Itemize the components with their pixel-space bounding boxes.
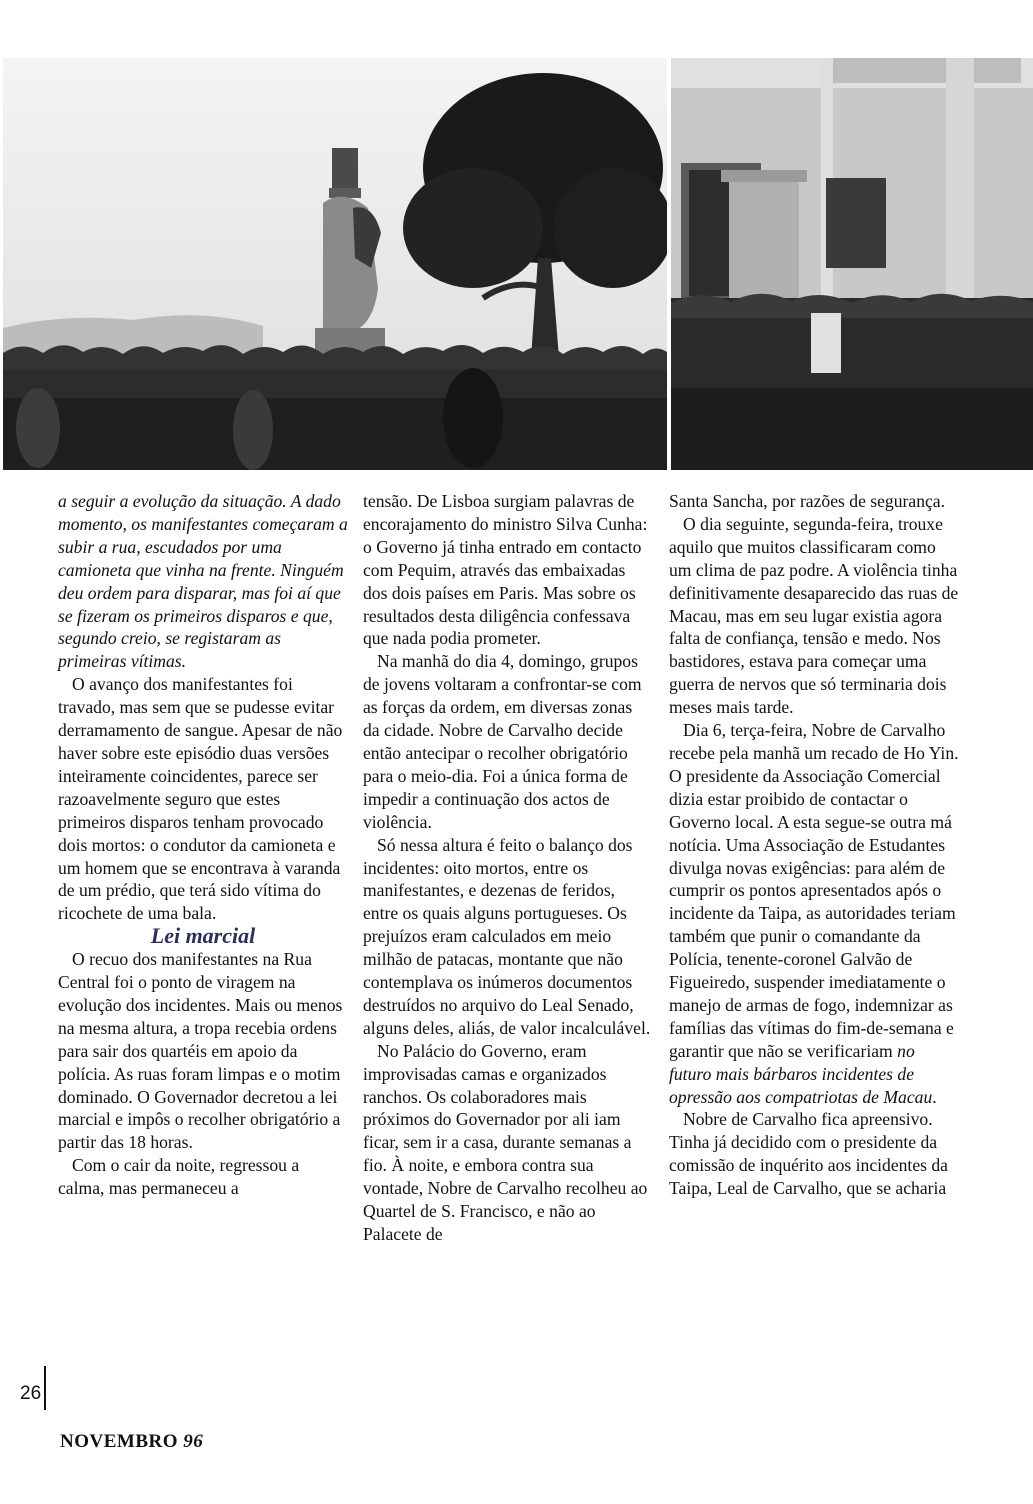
- body-paragraph: tensão. De Lisboa surgiam palavras de encorajamento do ministro Silva Cunha: o Governo já tinha entrado em contacto com Pequim, através das embaixadas dos dois países em Paris. Mas sobre os resultados desta diligência confessava que nada podia prometer.: [363, 491, 648, 649]
- article-column-2: [363, 490, 653, 1246]
- article-column-3: [669, 490, 959, 1200]
- body-paragraph: No Palácio do Governo, eram improvisadas camas e organizados ranchos. Os colaboradores mais próximos do Governador por ali iam ficar, sem ir a casa, durante semanas a fio. À noite, e embora contra sua vontade, Nobre de Carvalho recolheu ao Quartel de S. Francisco, e não ao Palacete de: [363, 1040, 648, 1244]
- body-paragraph: O avanço dos manifestantes foi travado, mas sem que se pudesse evitar derramamento de sangue. Apesar de não haver sobre este episódio duas versões inteiramente coincidentes, parece ser razoavelmente seguro que estes primeiros disparos tenham provocado dois mortos: o condutor da camioneta e um homem que se encontrava à varanda de um prédio, que terá sido vítima do ricochete de uma bala.: [58, 674, 343, 924]
- body-paragraph: Nobre de Carvalho fica apreensivo. Tinha já decidido com o presidente da comissão de inquérito aos incidentes da Taipa, Leal de Carvalho, que se acharia: [669, 1109, 948, 1199]
- body-paragraph: O dia seguinte, segunda-feira, trouxe aquilo que muitos classificaram como um clima de paz podre. A violência tinha definitivamente desaparecido das ruas de Macau, mas em seu lugar existia agora falta de confiança, tensão e medo. Nos bastidores, estava para começar uma guerra de nervos que só terminaria dois meses mais tarde.: [669, 513, 959, 718]
- body-paragraph: Só nessa altura é feito o balanço dos incidentes: oito mortos, entre os manifestantes, e dezenas de feridos, entre os quais alguns portugueses. Os prejuízos eram calculados em meio milhão de patacas, montante que não contemplava os inúmeros documentos destruídos no arquivo do Leal Senado, alguns deles, aliás, de valor incalculável.: [363, 834, 651, 1038]
- statue-crowd-photo: [3, 58, 667, 470]
- section-heading: Lei marcial: [150, 923, 256, 949]
- body-paragraph: Santa Sancha, por razões de segurança.: [669, 491, 946, 511]
- article-column-1: [58, 490, 348, 1200]
- page-number-rule: [44, 1366, 46, 1410]
- building-crowd-photo: [671, 58, 1033, 470]
- paragraph-text: Dia 6, terça-feira, Nobre de Carvalho recebe pela manhã um recado de Ho Yin. O presidente da Associação Comercial dizia estar proibido de contactar o Governo local. A esta segue-se outra má notícia. Uma Associação de Estudantes divulga novas exigências: para além de cumprir os pontos apresentados após o incidente da Taipa, as autoridades teriam também que punir o comandante da Polícia, tenente-coronel Galvão de Figueiredo, suspender imediatamente o manejo de armas de fogo, indemnizar as famílias das vítimas do fim-de-semana e garantir que não se verificariam: [669, 720, 959, 1061]
- body-paragraph: Com o cair da noite, regressou a calma, mas permaneceu a: [58, 1155, 300, 1199]
- body-paragraph: O recuo dos manifestantes na Rua Central foi o ponto de viragem na evolução dos incidentes. Mais ou menos na mesma altura, a tropa recebia ordens para sair dos quartéis em apoio da polícia. As ruas foram limpas e o motim dominado. O Governador decretou a lei marcial e impôs o recolher obrigatório a partir das 18 horas.: [58, 949, 343, 1153]
- footer-month: NOVEMBRO: [60, 1431, 178, 1452]
- body-paragraph: [669, 719, 959, 1108]
- footer-year: 96: [183, 1431, 204, 1452]
- paragraph-end: .: [932, 1086, 937, 1107]
- quoted-demand: no futuro mais bárbaros incidentes de opressão aos compatriotas de Macau: [669, 1040, 933, 1107]
- footer-issue: [60, 1431, 203, 1453]
- quote-paragraph: a seguir a evolução da situação. A dado momento, os manifestantes começaram a subir a rua, escudados por uma camioneta que vinha na frente. Ninguém deu ordem para disparar, mas foi aí que se fizeram os primeiros disparos e que, segundo creio, se registaram as primeiras vítimas.: [58, 491, 348, 672]
- body-paragraph: Na manhã do dia 4, domingo, grupos de jovens voltaram a confrontar-se com as forças da ordem, em diversas zonas da cidade. Nobre de Carvalho decide então antecipar o recolher obrigatório para o meio-dia. Foi a única forma de impedir a continuação dos actos de violência.: [363, 651, 642, 832]
- page-number: 26: [20, 1383, 42, 1404]
